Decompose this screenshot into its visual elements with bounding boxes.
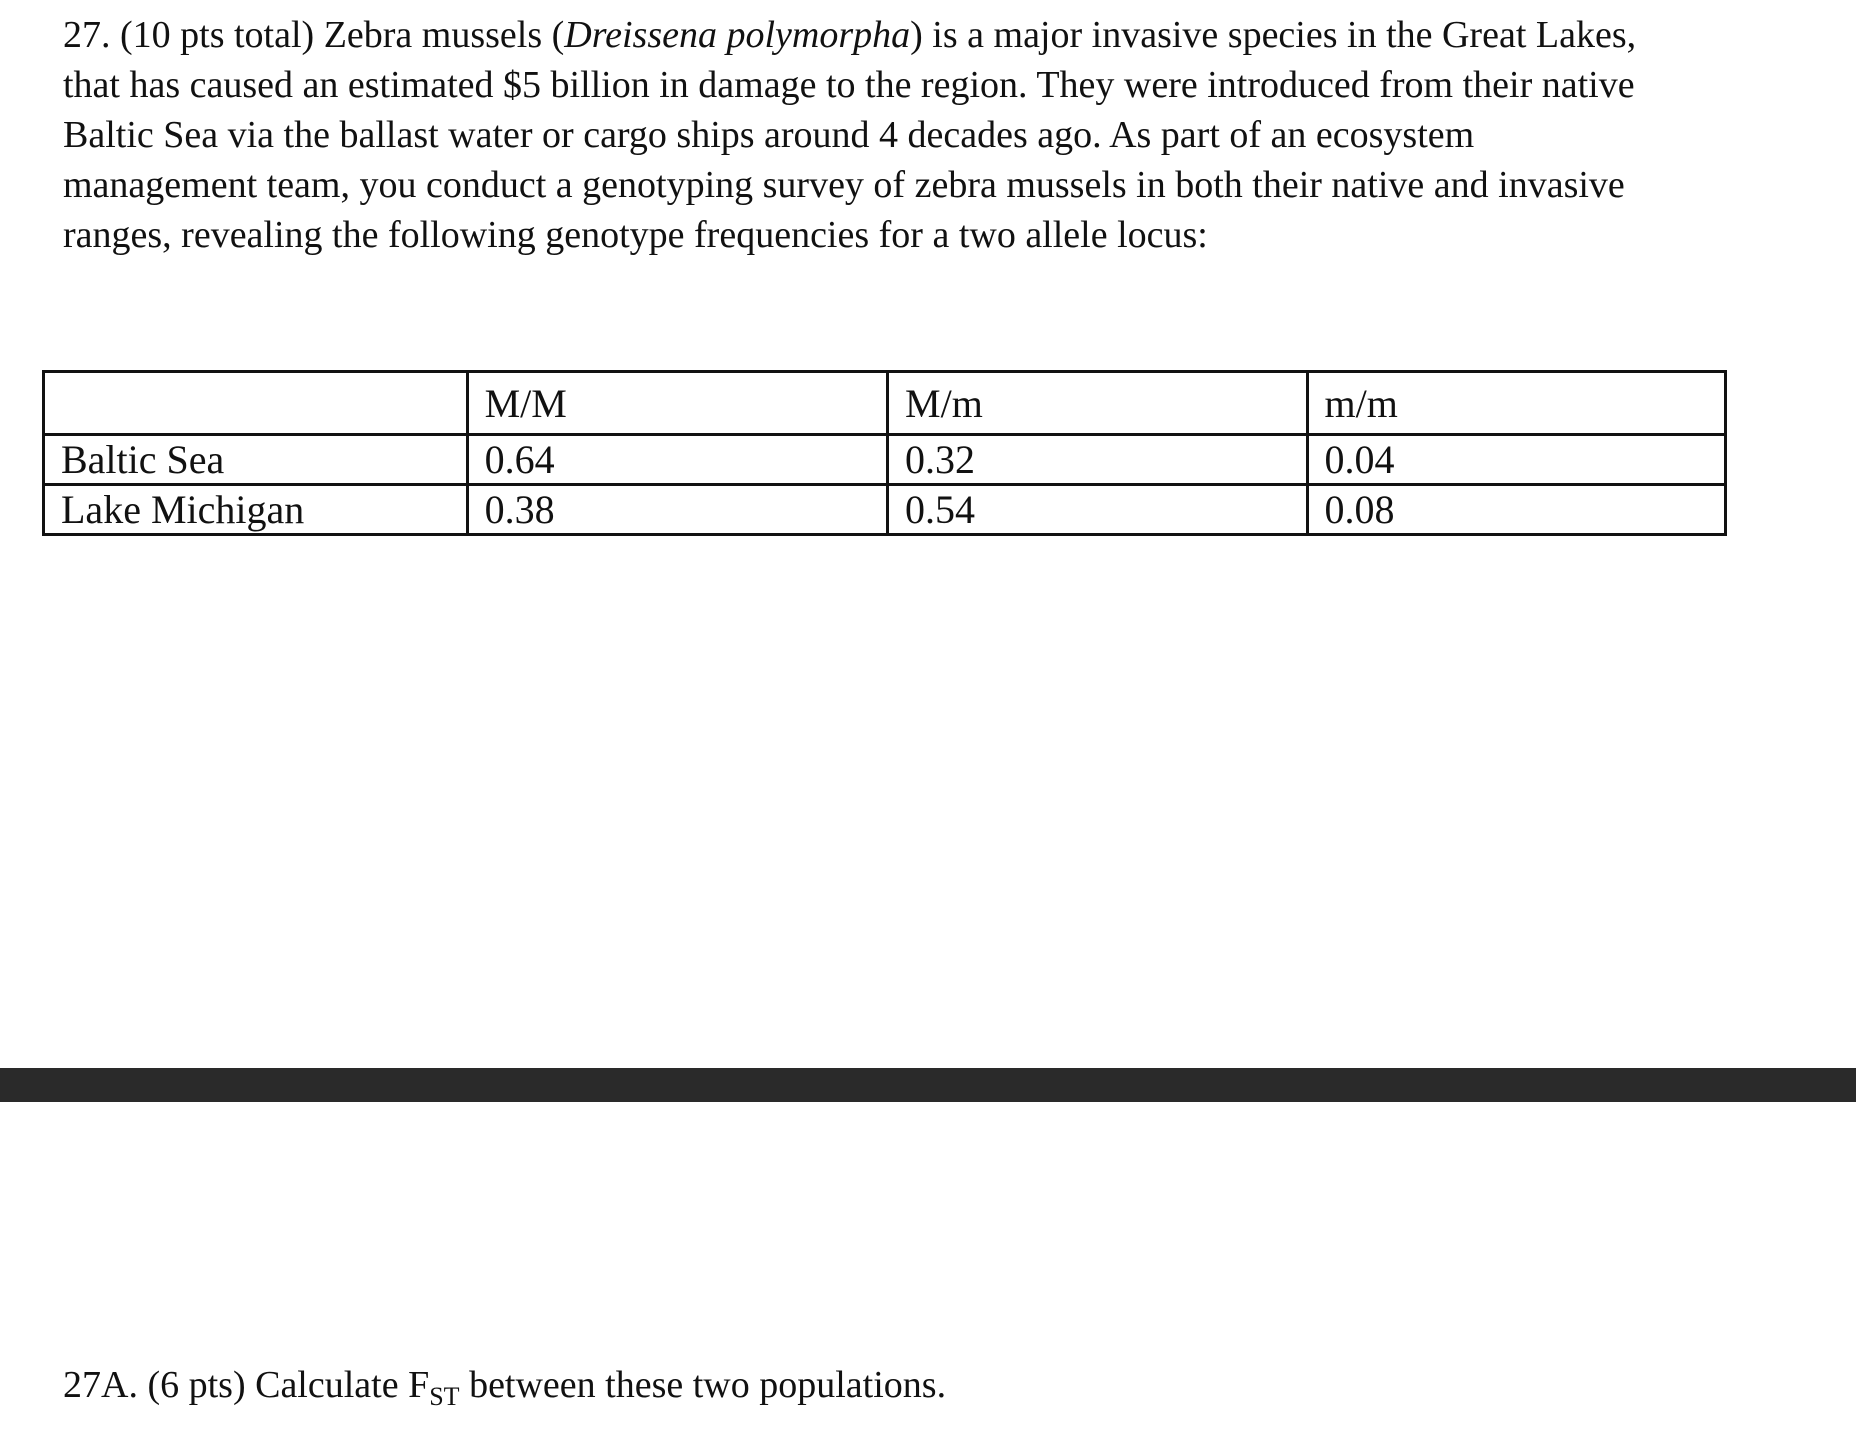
header-empty-cell [44, 372, 468, 435]
problem-line-4: management team, you conduct a genotyping survey of zebra mussels in both their native and invasive [63, 164, 1625, 206]
row-label-baltic-sea: Baltic Sea [44, 435, 468, 485]
problem-line-5: ranges, revealing the following genotype frequencies for a two allele locus: [63, 214, 1208, 256]
question-suffix: between these two populations. [459, 1364, 947, 1406]
table-row [44, 435, 1726, 485]
question-subscript: ST [429, 1382, 460, 1411]
problem-statement [63, 10, 1803, 260]
header-homozygous-recessive: m/m [1307, 372, 1725, 435]
problem-line-2: that has caused an estimated $5 billion in damage to the region. They were introduced from their native [63, 64, 1635, 106]
table-cell: 0.64 [467, 435, 887, 485]
table-cell: 0.04 [1307, 435, 1725, 485]
table-cell: 0.08 [1307, 485, 1725, 535]
problem-line-1 [63, 10, 1803, 60]
table-cell: 0.32 [888, 435, 1307, 485]
problem-line-1-start: 27. (10 pts total) Zebra mussels ( [63, 14, 565, 56]
page-divider-bar [0, 1068, 1856, 1102]
table-header-row [44, 372, 1726, 435]
table-cell: 0.54 [888, 485, 1307, 535]
genotype-frequency-table [42, 370, 1727, 536]
table-cell: 0.38 [467, 485, 887, 535]
problem-line-1-end: ) is a major invasive species in the Great Lakes, [910, 14, 1637, 56]
species-name: Dreissena polymorpha [564, 14, 911, 56]
header-homozygous-dominant: M/M [467, 372, 887, 435]
header-heterozygous: M/m [888, 372, 1307, 435]
row-label-lake-michigan: Lake Michigan [44, 485, 468, 535]
table-row [44, 485, 1726, 535]
problem-line-3: Baltic Sea via the ballast water or cargo ships around 4 decades ago. As part of an ecosystem [63, 114, 1475, 156]
question-prefix: 27A. (6 pts) Calculate F [63, 1364, 430, 1406]
question-27a [63, 1360, 946, 1410]
